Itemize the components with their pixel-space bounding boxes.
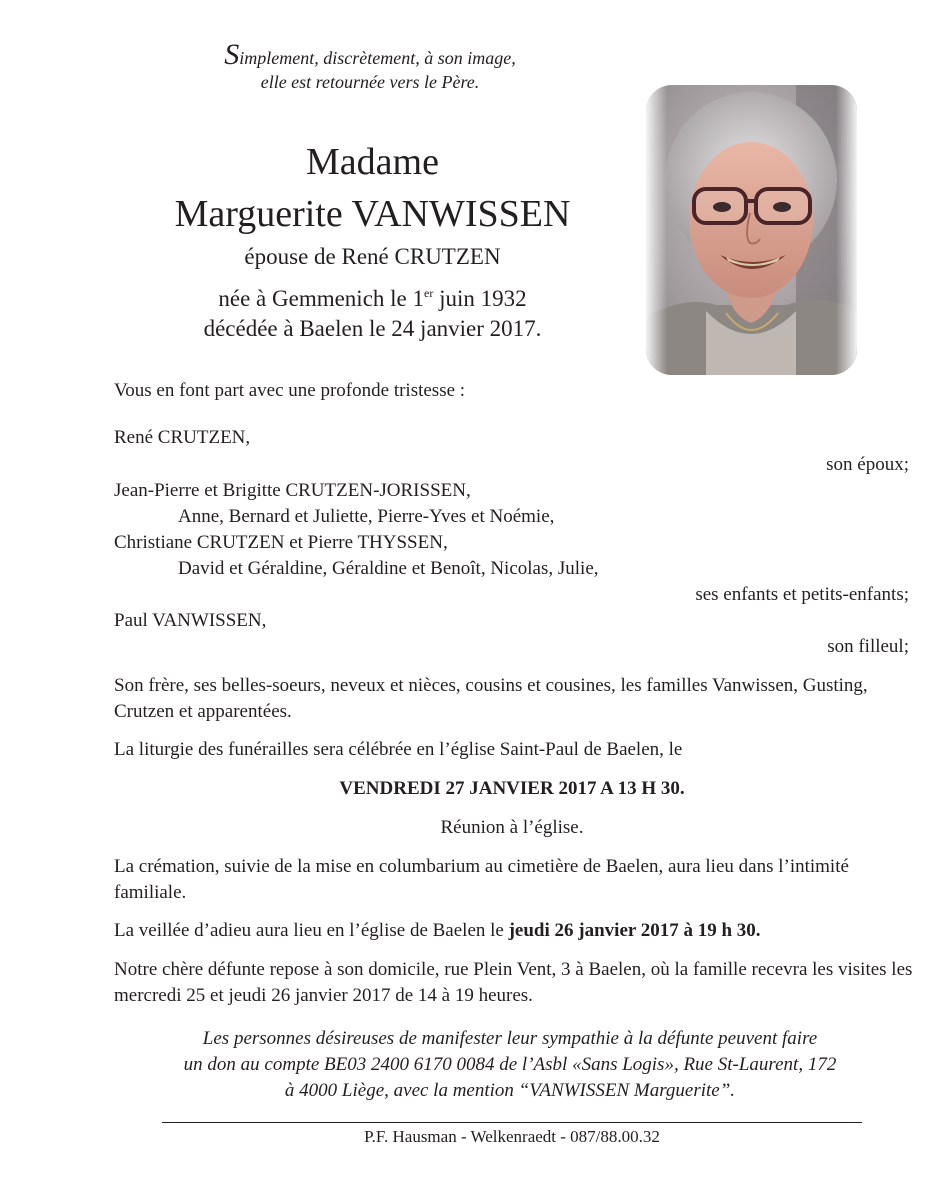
child-2-name: Christiane CRUTZEN et Pierre THYSSEN, (114, 532, 448, 553)
epigraph-line-2: elle est retournée vers le Père. (260, 72, 480, 92)
donation-line-3: à 4000 Liège, avec la mention “VANWISSEN Marguerite”. (284, 1080, 736, 1101)
donation-note (100, 1026, 920, 1104)
donation-line-1: Les personnes désireuses de manifester leur sympathie à la défunte peuvent faire (202, 1028, 818, 1049)
child-1-grandchildren: Anne, Bernard et Juliette, Pierre-Yves et Noémie, (178, 506, 555, 527)
portrait-photo-icon (646, 85, 857, 375)
vigil-text (114, 918, 761, 944)
birth-text: née à Gemmenich le 1 (218, 286, 425, 311)
donation-line-2: un don au compte BE03 2400 6170 0084 de l’Asbl «Sans Logis», Rue St-Laurent, 172 (183, 1054, 837, 1075)
vigil-text-plain: La veillée d’adieu aura lieu en l’église de Baelen le (114, 920, 509, 941)
husband-role: son époux; (826, 454, 909, 475)
child-2-grandchildren: David et Géraldine, Géraldine et Benoît, Nicolas, Julie, (178, 558, 599, 579)
children-role: ses enfants et petits-enfants; (695, 584, 909, 605)
funeral-home-footer: P.F. Hausman - Welkenraedt - 087/88.00.32 (364, 1127, 660, 1146)
godson-role: son filleul; (827, 636, 909, 657)
birth-date-rest: juin 1932 (433, 286, 527, 311)
epigraph-line-1 (150, 38, 590, 71)
epigraph (150, 38, 590, 94)
honorific-title: Madame (306, 141, 439, 183)
intro-text: Vous en font part avec une profonde tristesse : (114, 380, 466, 401)
funeral-date: VENDREDI 27 JANVIER 2017 A 13 H 30. (339, 778, 685, 799)
birth-line (100, 286, 645, 312)
portrait-photo (646, 85, 857, 375)
epigraph-line-1-text: implement, discrètement, à son image, (239, 48, 516, 68)
death-line: décédée à Baelen le 24 janvier 2017. (203, 316, 542, 341)
epigraph-drop-letter: S (224, 38, 240, 71)
godson-name: Paul VANWISSEN, (114, 610, 267, 631)
footer-divider (162, 1122, 862, 1123)
extended-family: Son frère, ses belles-soeurs, neveux et nièces, cousins et cousines, les familles Vanwissen, Gusting, Crutzen et apparentées. (114, 675, 868, 722)
deceased-name: Marguerite VANWISSEN (174, 193, 571, 235)
vigil-date: jeudi 26 janvier 2017 à 19 h 30. (508, 920, 761, 941)
cremation-text: La crémation, suivie de la mise en columbarium au cimetière de Baelen, aura lieu dans l’intimité familiale. (114, 856, 849, 903)
meeting-place: Réunion à l’église. (440, 817, 584, 838)
birth-ordinal: er (424, 286, 434, 300)
spouse-line: épouse de René CRUTZEN (244, 244, 501, 269)
husband-name: René CRUTZEN, (114, 427, 251, 448)
liturgy-text: La liturgie des funérailles sera célébrée en l’église Saint-Paul de Baelen, le (114, 739, 683, 760)
viewing-text: Notre chère défunte repose à son domicile, rue Plein Vent, 3 à Baelen, où la famille recevra les visites les mercredi 25 et jeudi 26 janvier 2017 de 14 à 19 heures. (114, 959, 913, 1006)
child-1-name: Jean-Pierre et Brigitte CRUTZEN-JORISSEN, (114, 480, 471, 501)
